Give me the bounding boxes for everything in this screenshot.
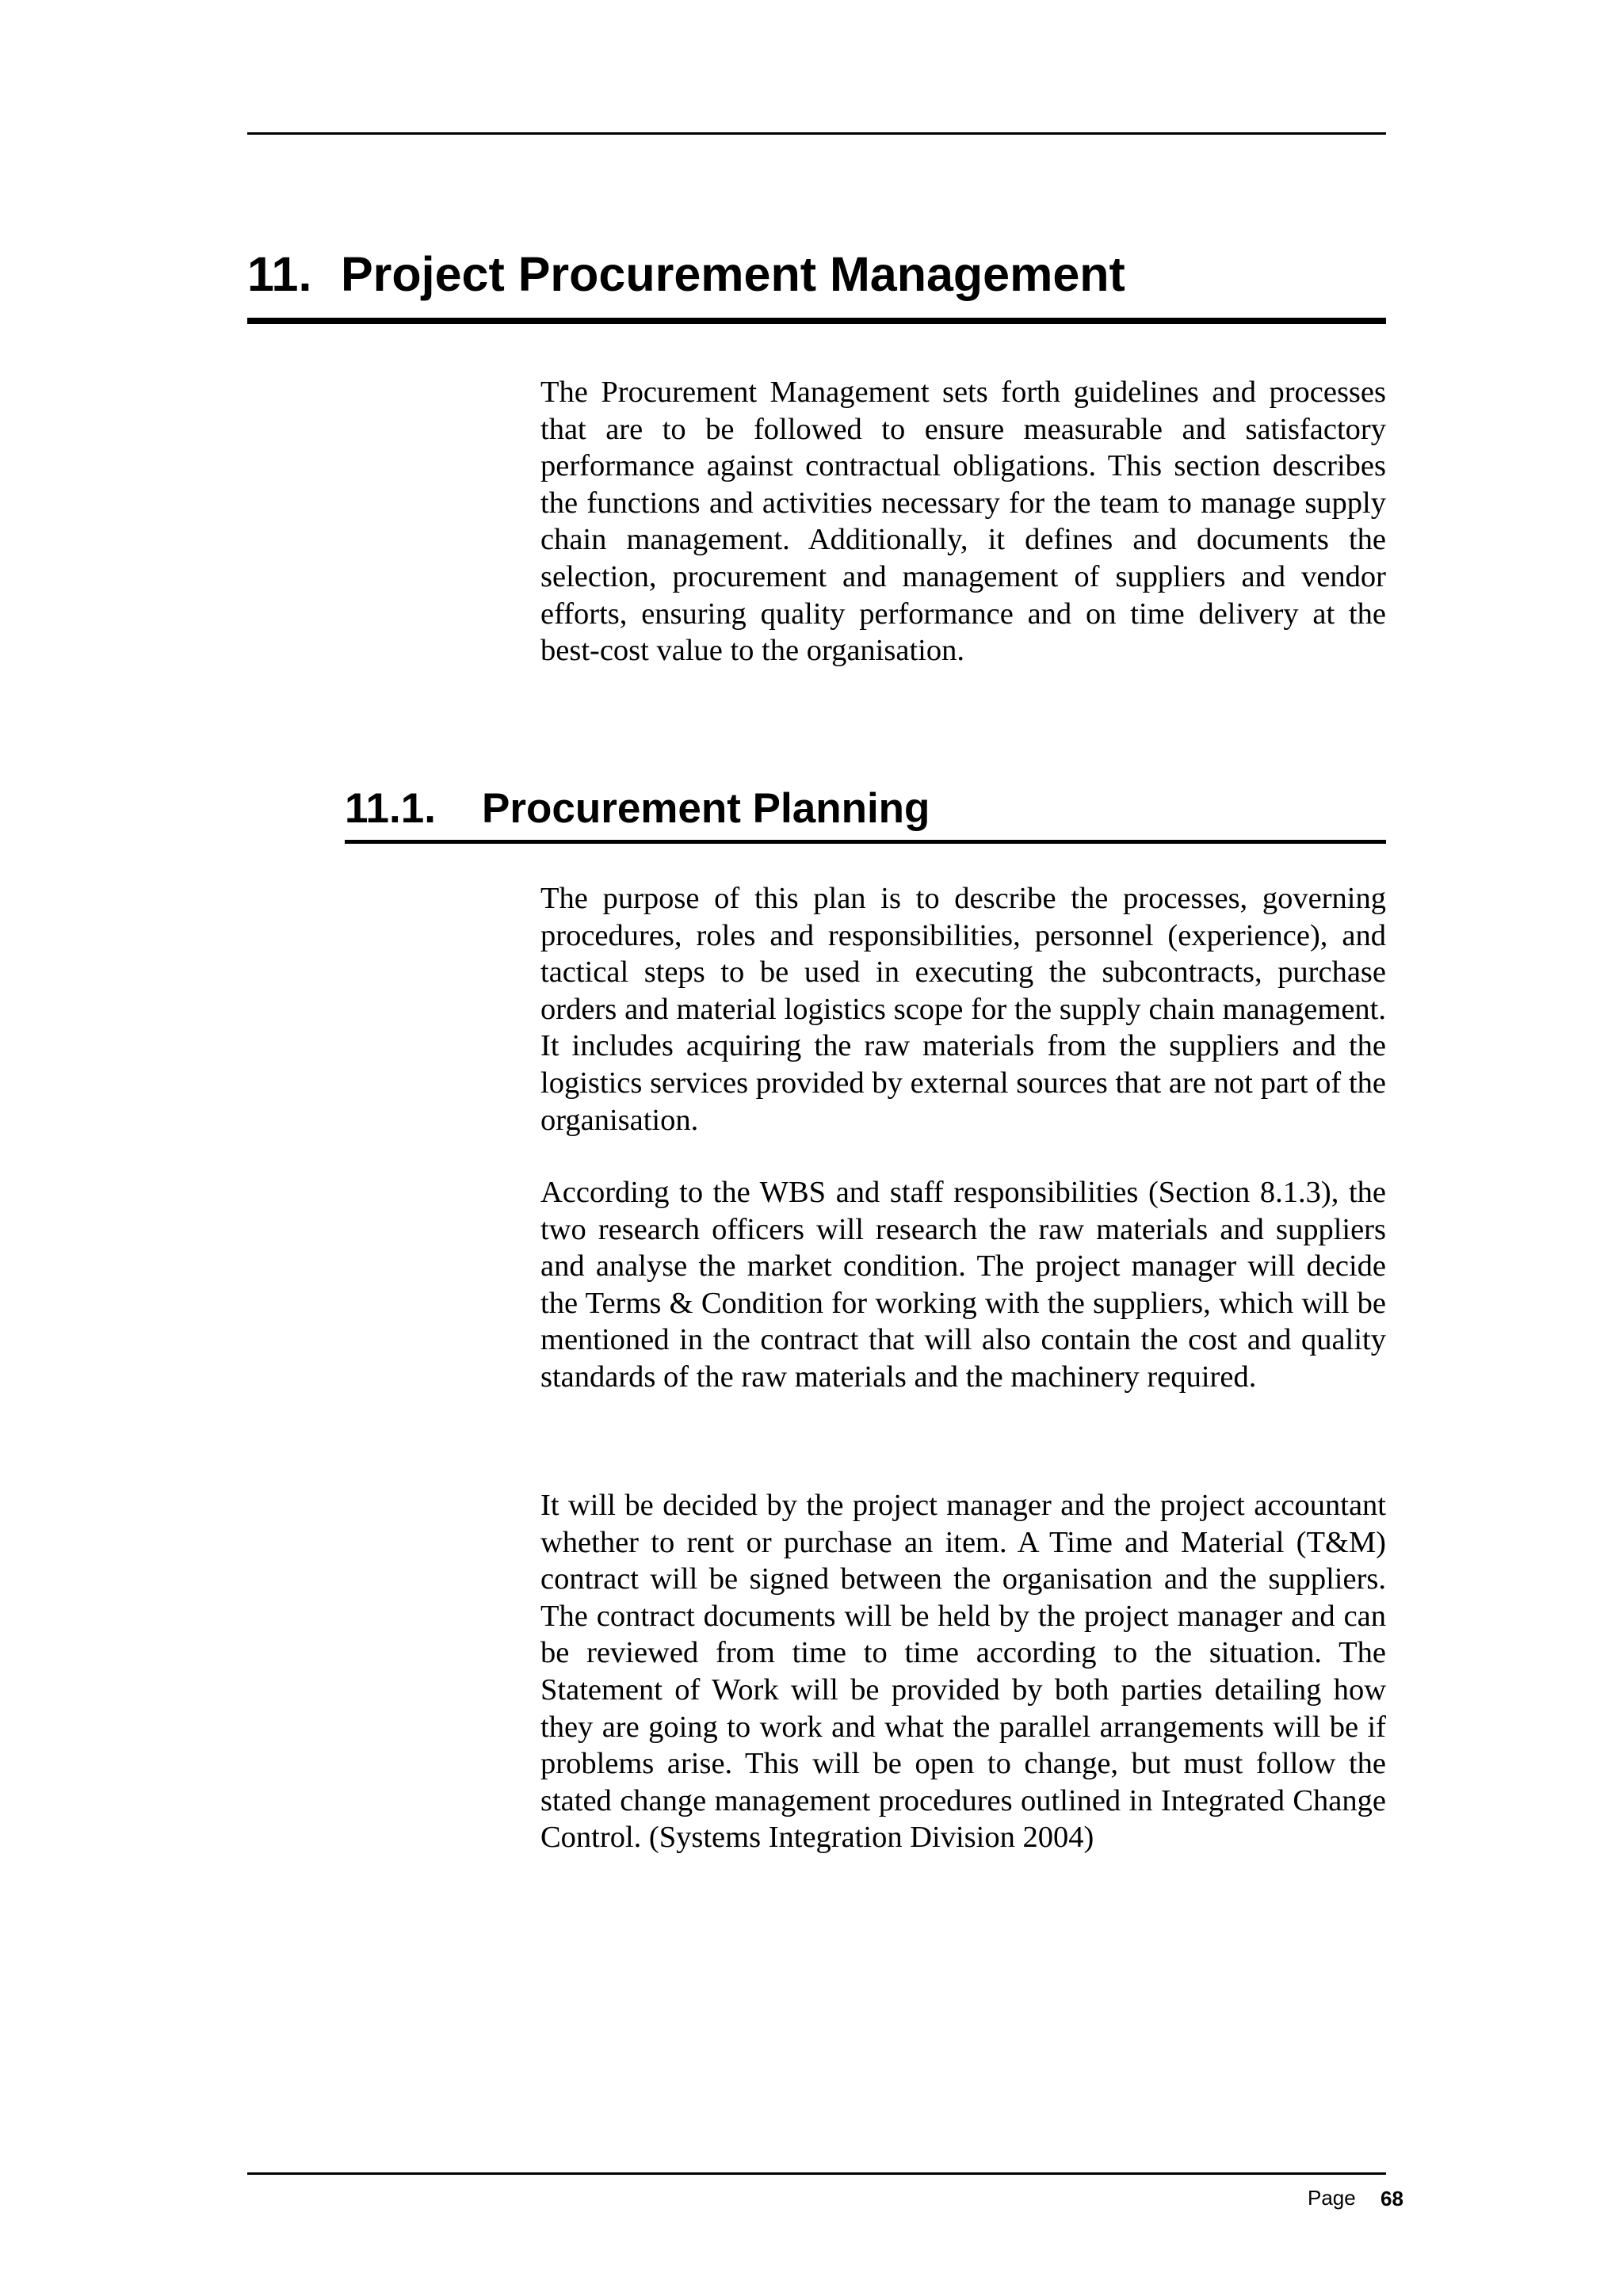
section-paragraph-3: It will be decided by the project manager and the project accountant whether to rent or purchase an item. A Time and Material (T&M) contract will be signed between the organisation and the suppliers. The contract documents will be held by the project manager and can be reviewed from time to time according to the situation. The Statement of Work will be provided by both parties detailing how they are going to work and what the parallel arrangements will be if problems arise. This will be open to change, but must follow the stated change management procedures outlined in Integrated Change Control. (Systems Integration Division 2004) xyxy=(540,1489,1386,1855)
footer-rule xyxy=(247,2172,1386,2175)
chapter-heading xyxy=(247,242,1386,306)
section-heading xyxy=(345,781,1386,837)
page-label: Page xyxy=(1308,2186,1356,2210)
section-paragraph-1: The purpose of this plan is to describe the processes, governing procedures, roles and responsibilities, personnel (experience), and tactical steps to be used in executing the subcontracts, purchase orders and material logistics scope for the supply chain management. It includes acquiring the raw materials from the suppliers and the logistics services provided by external sources that are not part of the organisation. xyxy=(540,882,1386,1137)
section-paragraph-2: According to the WBS and staff responsibilities (Section 8.1.3), the two research officers will research the raw materials and suppliers and analyse the market condition. The project manager will decide the Terms & Condition for working with the suppliers, which will be mentioned in the contract that will also contain the cost and quality standards of the raw materials and the machinery required. xyxy=(540,1176,1386,1394)
chapter-heading-rule xyxy=(247,318,1386,324)
section-number: 11.1. xyxy=(345,785,436,832)
chapter-title: Project Procurement Management xyxy=(341,247,1125,301)
header-rule xyxy=(247,132,1386,135)
chapter-intro-paragraph: The Procurement Management sets forth guidelines and processes that are to be followed to ensure measurable and satisfactory performance against contractual obligations. This section describes the functions and activities necessary for the team to manage supply chain management. Additionally, it defines and documents the selection, procurement and management of suppliers and vendor efforts, ensuring quality performance and on time delivery at the best-cost value to the organisation. xyxy=(540,376,1386,668)
page-number: 68 xyxy=(1381,2187,1403,2210)
section-title: Procurement Planning xyxy=(482,785,930,832)
chapter-number: 11. xyxy=(247,247,312,301)
section-heading-rule xyxy=(345,840,1386,844)
